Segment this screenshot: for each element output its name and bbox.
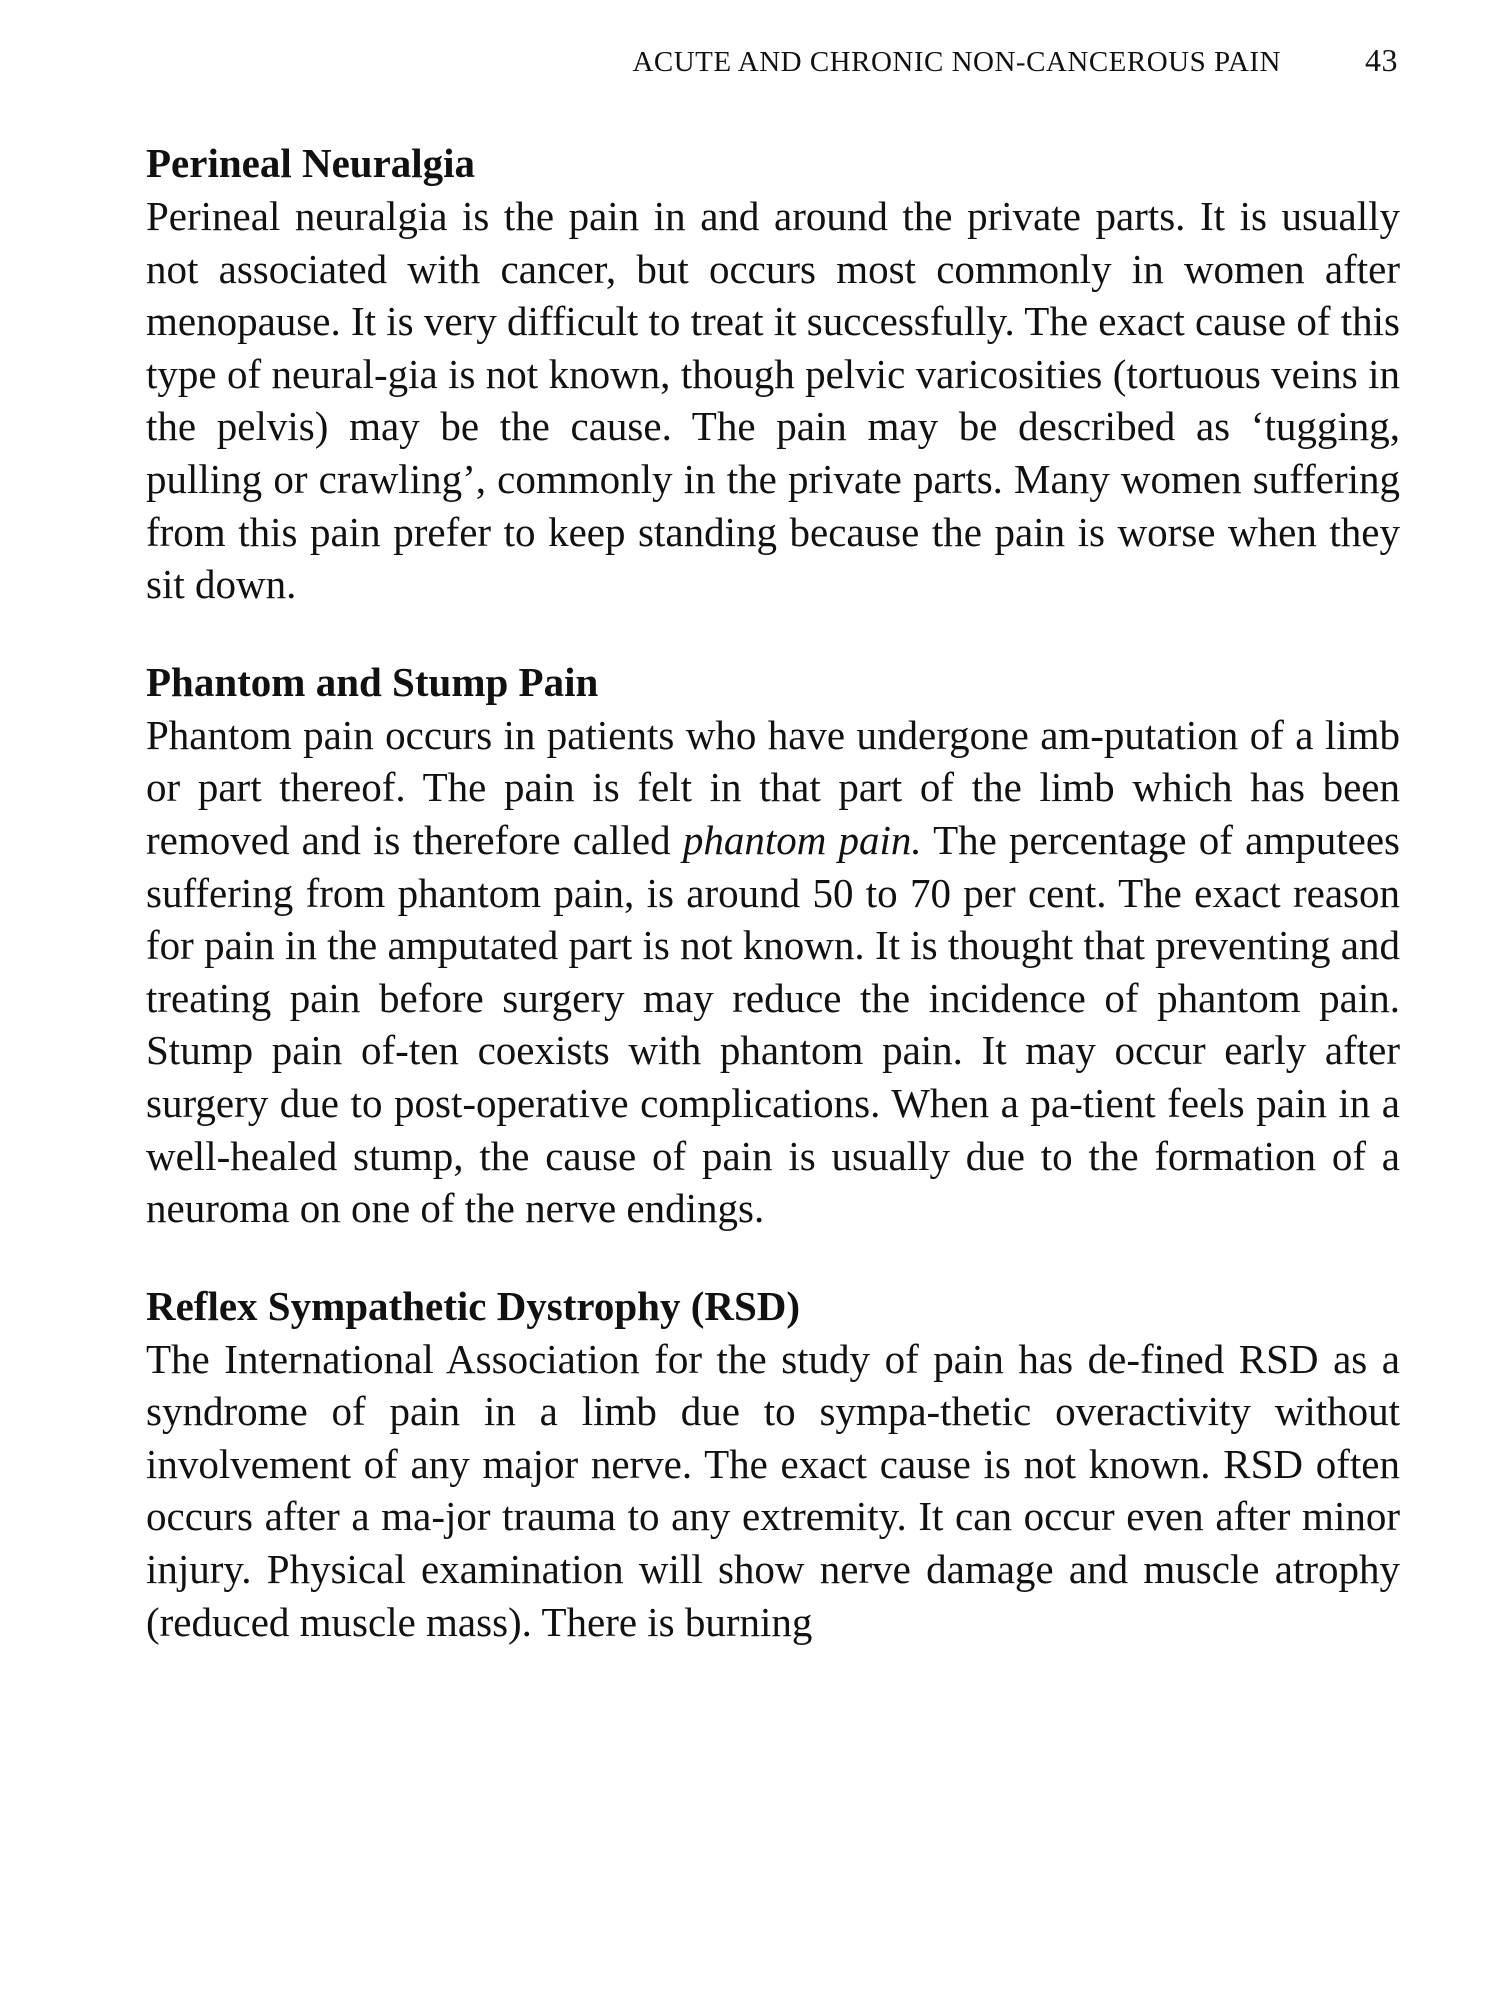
paragraph-text: The percentage of amputees suffering from phantom pain, is around 50 to 70 per cent. The exact reason for pain in the amputated part is not known. It is thought that preventing and treating pain before surgery may reduce the incidence of phantom pain. Stump pain of-ten coexists with phantom pain. It may occur early after surgery due to post-operative complications. When a pa-tient feels pain in a well-healed stump, the cause of pain is usually due to the formation of a neuroma on one of the nerve endings. (146, 816, 1400, 1232)
section-heading: Reflex Sympathetic Dystrophy (RSD) (146, 1282, 801, 1329)
body-text (146, 138, 1400, 1694)
section-paragraph: Perineal neuralgia is the pain in and around the private parts. It is usually not associated with cancer, but occurs most commonly in women after menopause. It is very difficult to treat it successfully. The exact cause of this type of neural-gia is not known, though pelvic varicosities (tortuous veins in the pelvis) may be the cause. The pain may be described as ‘tugging, pulling or crawling’, commonly in the private parts. Many women suffering from this pain prefer to keep standing because the pain is worse when they sit down. (146, 193, 1400, 608)
italic-term: phantom pain. (682, 816, 922, 863)
section-heading: Phantom and Stump Pain (146, 658, 599, 705)
running-head-title: ACUTE AND CHRONIC NON-CANCEROUS PAIN (632, 46, 1281, 78)
section-heading: Perineal Neuralgia (146, 140, 476, 186)
section-phantom-and-stump-pain (146, 657, 1400, 1235)
section-paragraph (146, 709, 1400, 1235)
paragraph-text: Phantom pain occurs in patients who have undergone am-putation of a limb or part thereof. The pain is felt in that part of the limb which has been removed and is therefore called (146, 711, 1400, 863)
section-reflex-sympathetic-dystrophy (146, 1281, 1400, 1649)
section-paragraph: The International Association for the study of pain has de-fined RSD as a syndrome of pain in a limb due to sympa-thetic overactivity without involvement of any major nerve. The exact cause is not known. RSD often occurs after a ma-jor trauma to any extremity. It can occur even after minor injury. Physical examination will show nerve damage and muscle atrophy (reduced muscle mass). There is burning (146, 1335, 1400, 1645)
page-number: 43 (1365, 42, 1398, 78)
running-head (140, 42, 1398, 86)
section-perineal-neuralgia (146, 138, 1400, 611)
